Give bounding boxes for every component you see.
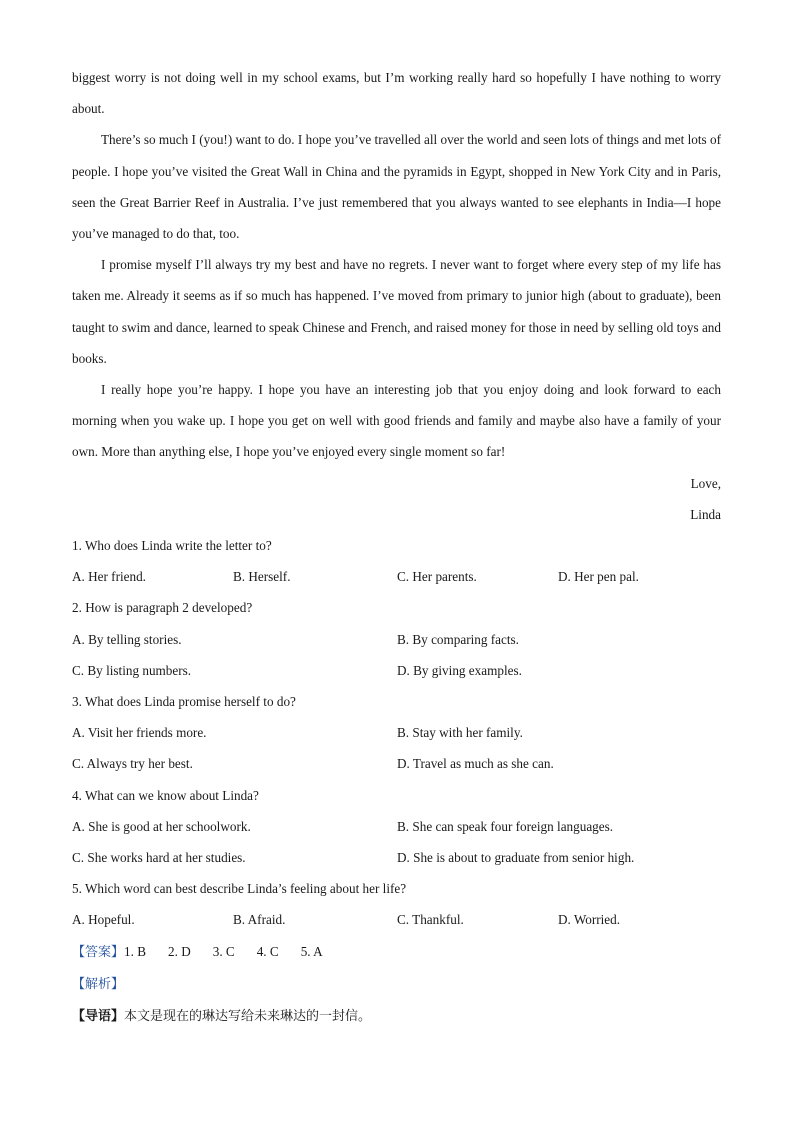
question-4-option-d: D. She is about to graduate from senior high. — [397, 849, 635, 865]
question-1-option-a: A. Her friend. — [72, 569, 146, 585]
question-1-stem: 1. Who does Linda write the letter to? — [72, 538, 272, 554]
guide-line — [72, 1000, 721, 1032]
question-2-stem: 2. How is paragraph 2 developed? — [72, 600, 253, 616]
question-1-option-c: C. Her parents. — [397, 569, 477, 585]
letter-closing: Love, — [690, 475, 721, 491]
analysis-label: 【解析】 — [72, 976, 125, 992]
letter-signature: Linda — [690, 506, 721, 522]
question-3-options-row-1 — [72, 717, 721, 748]
question-3-stem: 3. What does Linda promise herself to do? — [72, 694, 296, 710]
answer-item: 2. D — [168, 943, 191, 959]
question-3-option-a: A. Visit her friends more. — [72, 725, 207, 741]
letter-paragraph-4: I really hope you’re happy. I hope you have an interesting job that you enjoy doing and look forward to each morning when you wake up. I hope you get on well with good friends and family and maybe also have a family of your own. More than anything else, I hope you’ve enjoyed every single moment so far! — [72, 382, 721, 460]
document-page — [72, 62, 721, 1032]
question-5-option-a: A. Hopeful. — [72, 912, 135, 928]
letter-paragraph-2: There’s so much I (you!) want to do. I hope you’ve travelled all over the world and seen lots of things and met lots of people. I hope you’ve visited the Great Wall in China and the pyramids in Egypt, shopped in New York City and in Paris, seen the Great Barrier Reef in Australia. I’ve just remembered that you always wanted to see elephants in India—I hope you’ve managed to do that, too. — [72, 132, 721, 242]
question-2-option-a: A. By telling stories. — [72, 631, 182, 647]
guide-label: 【导语】 — [72, 1008, 125, 1024]
question-5-stem: 5. Which word can best describe Linda’s feeling about her life? — [72, 881, 407, 897]
question-3-options-row-2 — [72, 748, 721, 779]
question-5-options — [72, 904, 721, 935]
question-4-options-row-2 — [72, 842, 721, 873]
question-1-options — [72, 561, 721, 592]
question-2-options-row-2 — [72, 655, 721, 686]
answer-label: 【答案】 — [72, 944, 125, 960]
question-5-option-d: D. Worried. — [558, 912, 621, 928]
question-5-option-c: C. Thankful. — [397, 912, 464, 928]
letter-paragraph-3: I promise myself I’ll always try my best and have no regrets. I never want to forget where every step of my life has taken me. Already it seems as if so much has happened. I’ve moved from primary to junior high (about to graduate), been taught to swim and dance, learned to speak Chinese and French, and raised money for those in need by selling old toys and books. — [72, 257, 721, 366]
letter-paragraph-1: biggest worry is not doing well in my school exams, but I’m working really hard so hopefully I have nothing to worry about. — [72, 70, 721, 117]
question-2-options-row-1 — [72, 624, 721, 655]
question-3-option-c: C. Always try her best. — [72, 756, 193, 772]
question-4-stem: 4. What can we know about Linda? — [72, 787, 259, 803]
question-5-option-b: B. Afraid. — [233, 912, 286, 928]
analysis-heading — [72, 968, 721, 1000]
answer-item: 1. B — [124, 943, 146, 959]
answer-key — [72, 936, 721, 968]
question-1-option-b: B. Herself. — [233, 569, 291, 585]
question-4-options-row-1 — [72, 811, 721, 842]
answer-item: 5. A — [300, 943, 323, 959]
question-4-option-c: C. She works hard at her studies. — [72, 849, 246, 865]
guide-text: 本文是现在的琳达写给未来琳达的一封信。 — [124, 1008, 372, 1024]
question-4-option-b: B. She can speak four foreign languages. — [397, 818, 614, 834]
answer-item: 3. C — [212, 943, 235, 959]
question-3-option-d: D. Travel as much as she can. — [397, 756, 554, 772]
answer-item: 4. C — [256, 943, 279, 959]
question-4-option-a: A. She is good at her schoolwork. — [72, 818, 251, 834]
question-1-option-d: D. Her pen pal. — [558, 569, 639, 585]
question-2-option-b: B. By comparing facts. — [397, 631, 519, 647]
question-2-option-c: C. By listing numbers. — [72, 662, 192, 678]
question-3-option-b: B. Stay with her family. — [397, 725, 523, 741]
question-2-option-d: D. By giving examples. — [397, 662, 522, 678]
